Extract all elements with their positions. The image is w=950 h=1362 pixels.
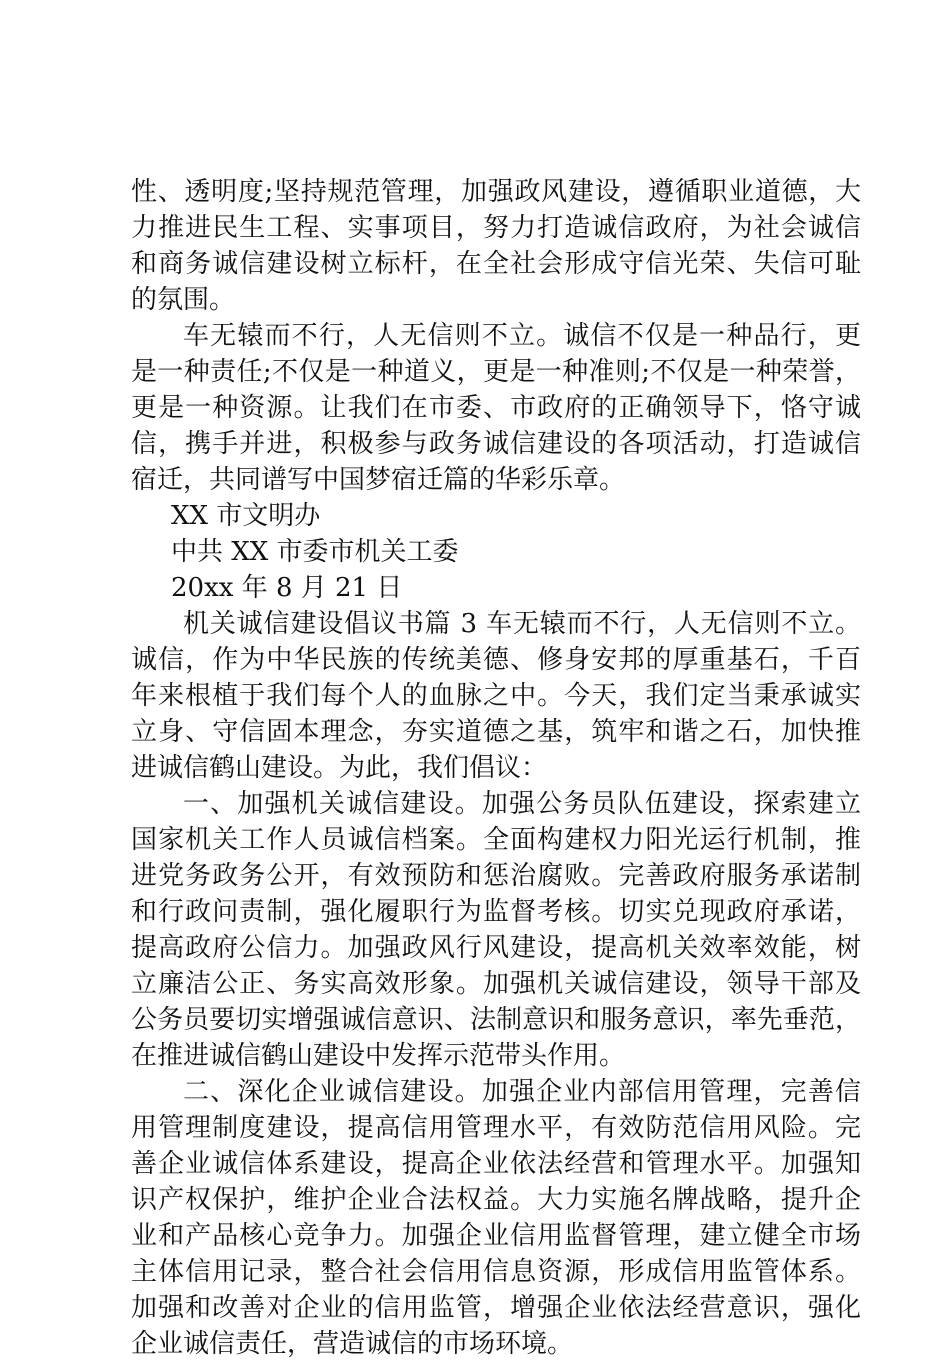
text-line: 年来根植于我们每个人的血脉之中。今天，我们定当秉承诚实	[131, 681, 861, 711]
text-line: 立廉洁公正、务实高效形象。加强机关诚信建设，领导干部及	[131, 969, 861, 999]
text-line: 在推进诚信鹤山建设中发挥示范带头作用。	[131, 1041, 626, 1071]
text-line: 是一种责任;不仅是一种道义，更是一种准则;不仅是一种荣誉，	[131, 357, 861, 387]
text-line: 力推进民生工程、实事项目，努力打造诚信政府，为社会诚信	[131, 213, 861, 243]
text-line: 机关诚信建设倡议书篇 3 车无辕而不行，人无信则不立。	[183, 609, 861, 639]
text-line: 业和产品核心竞争力。加强企业信用监督管理，建立健全市场	[131, 1221, 861, 1251]
text-line: 二、深化企业诚信建设。加强企业内部信用管理，完善信	[183, 1077, 861, 1107]
paragraph-4	[131, 786, 861, 1074]
text-line: 进诚信鹤山建设。为此，我们倡议：	[131, 753, 548, 783]
text-line: 车无辕而不行，人无信则不立。诚信不仅是一种品行，更	[183, 321, 861, 351]
text-line: 加强和改善对企业的信用监管，增强企业依法经营意识，强化	[131, 1293, 861, 1323]
text-line: 和商务诚信建设树立标杆，在全社会形成守信光荣、失信可耻	[131, 249, 861, 279]
signature-block	[131, 498, 861, 606]
signature-org-1: XX 市文明办	[171, 501, 321, 531]
signature-org-2: 中共 XX 市委市机关工委	[171, 537, 459, 567]
text-line: 进党务政务公开，有效预防和惩治腐败。完善政府服务承诺制	[131, 861, 861, 891]
text-line: 提高政府公信力。加强政风行风建设，提高机关效率效能，树	[131, 933, 861, 963]
text-line: 诚信，作为中华民族的传统美德、修身安邦的厚重基石，千百	[131, 645, 861, 675]
text-line: 企业诚信责任，营造诚信的市场环境。	[131, 1329, 574, 1359]
signature-date: 20xx 年 8 月 21 日	[171, 573, 403, 603]
text-line: 国家机关工作人员诚信档案。全面构建权力阳光运行机制，推	[131, 825, 861, 855]
paragraph-1	[131, 174, 861, 318]
text-line: 识产权保护，维护企业合法权益。大力实施名牌战略，提升企	[131, 1185, 861, 1215]
text-line: 立身、守信固本理念，夯实道德之基，筑牢和谐之石，加快推	[131, 717, 861, 747]
text-line: 用管理制度建设，提高信用管理水平，有效防范信用风险。完	[131, 1113, 861, 1143]
paragraph-5	[131, 1074, 861, 1362]
text-line: 主体信用记录，整合社会信用信息资源，形成信用监管体系。	[131, 1257, 861, 1287]
text-line: 的氛围。	[131, 285, 236, 315]
text-line: 更是一种资源。让我们在市委、市政府的正确领导下，恪守诚	[131, 393, 861, 423]
text-line: 善企业诚信体系建设，提高企业依法经营和管理水平。加强知	[131, 1149, 861, 1179]
paragraph-2	[131, 318, 861, 498]
text-line: 宿迁，共同谱写中国梦宿迁篇的华彩乐章。	[131, 465, 626, 495]
document-body	[131, 174, 861, 1362]
text-line: 信，携手并进，积极参与政务诚信建设的各项活动，打造诚信	[131, 429, 861, 459]
text-line: 和行政问责制，强化履职行为监督考核。切实兑现政府承诺，	[131, 897, 861, 927]
text-line: 一、加强机关诚信建设。加强公务员队伍建设，探索建立	[183, 789, 861, 819]
paragraph-3	[131, 606, 861, 786]
text-line: 公务员要切实增强诚信意识、法制意识和服务意识，率先垂范，	[131, 1005, 861, 1035]
text-line: 性、透明度;坚持规范管理，加强政风建设，遵循职业道德，大	[131, 177, 861, 207]
